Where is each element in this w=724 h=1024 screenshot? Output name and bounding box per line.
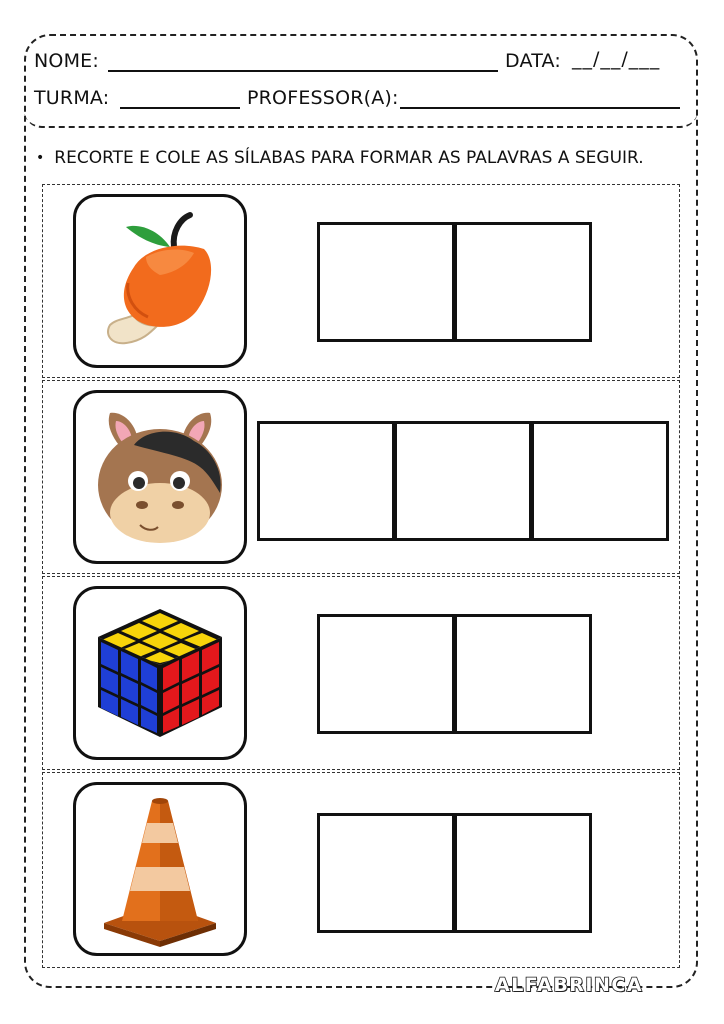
syllable-slot-2[interactable] [454, 614, 592, 734]
syllable-slot-2[interactable] [394, 421, 532, 541]
date-field[interactable]: __/__/___ [572, 48, 661, 70]
picture-frame [73, 194, 247, 368]
cashew-icon [76, 197, 244, 365]
name-label: NOME: [34, 50, 99, 72]
syllable-slot-1[interactable] [257, 421, 395, 541]
syllable-slot-3[interactable] [531, 421, 669, 541]
traffic-cone-icon [76, 785, 244, 953]
syllable-slot-1[interactable] [317, 813, 455, 933]
picture-frame [73, 390, 247, 564]
rubiks-cube-icon [76, 589, 244, 757]
class-label: TURMA: [34, 87, 110, 109]
syllable-slot-1[interactable] [317, 614, 455, 734]
syllable-slot-2[interactable] [454, 813, 592, 933]
instruction [36, 148, 644, 168]
picture-frame [73, 586, 247, 760]
exercise-row-3 [42, 576, 680, 770]
date-label: DATA: [505, 50, 562, 72]
teacher-label: PROFESSOR(A): [247, 87, 399, 109]
exercise-row-4 [42, 772, 680, 968]
instruction-text: RECORTE E COLE AS SÍLABAS PARA FORMAR AS PALAVRAS A SEGUIR. [54, 148, 644, 168]
picture-frame [73, 782, 247, 956]
brand-logo: ALFABRINCA [495, 974, 644, 996]
syllable-slot-1[interactable] [317, 222, 455, 342]
teacher-field[interactable] [400, 107, 680, 109]
name-field[interactable] [108, 70, 498, 72]
syllable-slot-2[interactable] [454, 222, 592, 342]
exercise-row-2 [42, 380, 680, 574]
bullet-icon: • [36, 150, 45, 166]
donkey-icon [76, 393, 244, 561]
class-field[interactable] [120, 107, 240, 109]
exercise-row-1 [42, 184, 680, 378]
